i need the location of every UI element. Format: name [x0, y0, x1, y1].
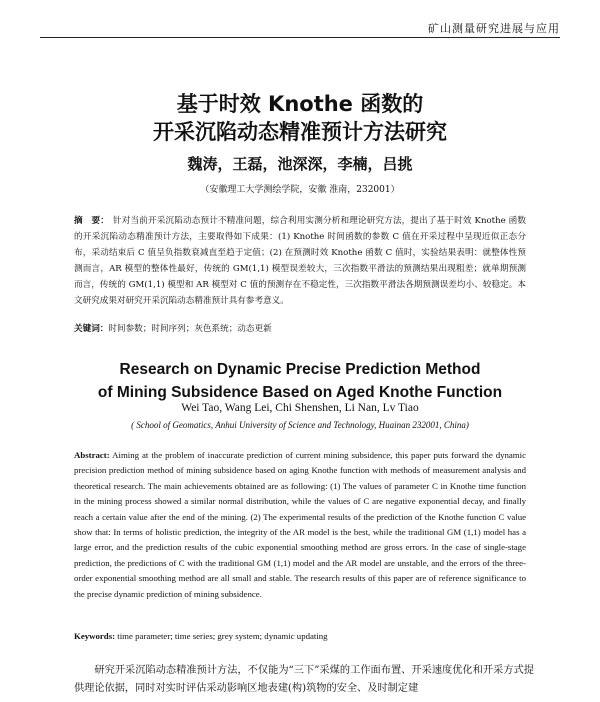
chinese-keywords-text: 时间参数；时间序列；灰色系统；动态更新: [108, 324, 272, 334]
chinese-title: [0, 90, 600, 146]
header-rule: [40, 37, 560, 38]
english-keywords: [74, 631, 526, 641]
chinese-title-line-1: 基于时效 Knothe 函数的: [176, 92, 424, 116]
journal-header: 矿山测量研究进展与应用: [428, 22, 560, 35]
english-keywords-text: time parameter; time series; grey system; dynamic updating: [117, 631, 328, 641]
chinese-title-line-2: 开采沉陷动态精准预计方法研究: [153, 120, 447, 144]
english-abstract: [74, 448, 526, 602]
english-title-line-2: of Mining Subsidence Based on Aged Knothe Function: [97, 384, 503, 401]
chinese-keywords: [74, 322, 526, 334]
english-keywords-label: Keywords:: [74, 631, 116, 641]
english-affiliation: ( School of Geomatics, Anhui University of Science and Technology, Huainan 232001, China): [131, 420, 469, 430]
chinese-abstract-text: 针对当前开采沉陷动态预计不精准问题，综合利用实测分析和理论研究方法，提出了基于时效 Knothe 函数的开采沉陷动态精准预计方法，主要取得如下成果：(1) Knothe 时间函数的参数 C 值在开采过程中呈现近似正态分布，采动结束后 C 值呈负指数衰减直至趋于定值；(2) 在预测时效 Knothe 函数 C 值时，实验结果表明：就整体性预测而言，AR 模型的整体性最好，传统的 GM(1,1) 模型误差较大，三次指数平滑法的预测结果出现粗差；就单期预测而言，传统的 GM(1,1) 模型和 AR 模型对 C 值的预测存在不稳定性，三次指数平滑法各期预测误差均小、较稳定。本文研究成果对研究开采沉陷动态精准预计具有参考意义。: [74, 216, 526, 306]
chinese-affiliation: （安徽理工大学测绘学院，安徽 淮南，232001）: [200, 185, 400, 195]
english-title-line-1: Research on Dynamic Precise Prediction Method: [119, 361, 481, 378]
english-authors: Wei Tao, Wang Lei, Chi Shenshen, Li Nan, Lv Tiao: [181, 402, 419, 414]
english-abstract-text: Aiming at the problem of inaccurate prediction of current mining subsidence, this paper puts forward the dynamic precision prediction method of mining subsidence based on aging Knothe function with methods of measurement analysis and theoretical research. The main achievements obtained are as following: (1) The values of parameter C in Knothe time function in the mining process showed a similar normal distribution, while the values of C are negative exponential decay, and finally reach a certain value after the end of the mining. (2) The experimental results of the prediction of the Knothe function C value show that: In terms of holistic prediction, the integrity of the AR model is the best, while the traditional GM (1,1) model has a large error, and the prediction results of the cubic exponential smoothing method are gross errors. In the case of single-stage prediction, the predictions of C with the traditional GM (1,1) model and the AR model are unstable, and the errors of the three-order exponential smoothing method are all small and stable. The research results of this paper are of reference significance to the precise dynamic prediction of mining subsidence.: [74, 450, 527, 599]
chinese-abstract: [74, 213, 526, 309]
chinese-abstract-label: 摘 要：: [74, 216, 109, 226]
body-paragraph: 研究开采沉陷动态精准预计方法，不仅能为“三下”采煤的工作面布置、开采速度优化和开采方式提供理论依据，同时对实时评估采动影响区地表建(构)筑物的安全、及时制定建: [74, 665, 534, 694]
english-title: [0, 358, 600, 404]
chinese-authors: 魏涛，王磊，池深深，李楠，吕挑: [187, 155, 413, 173]
chinese-keywords-label: 关键词：: [74, 324, 109, 334]
english-abstract-label: Abstract:: [74, 450, 110, 460]
